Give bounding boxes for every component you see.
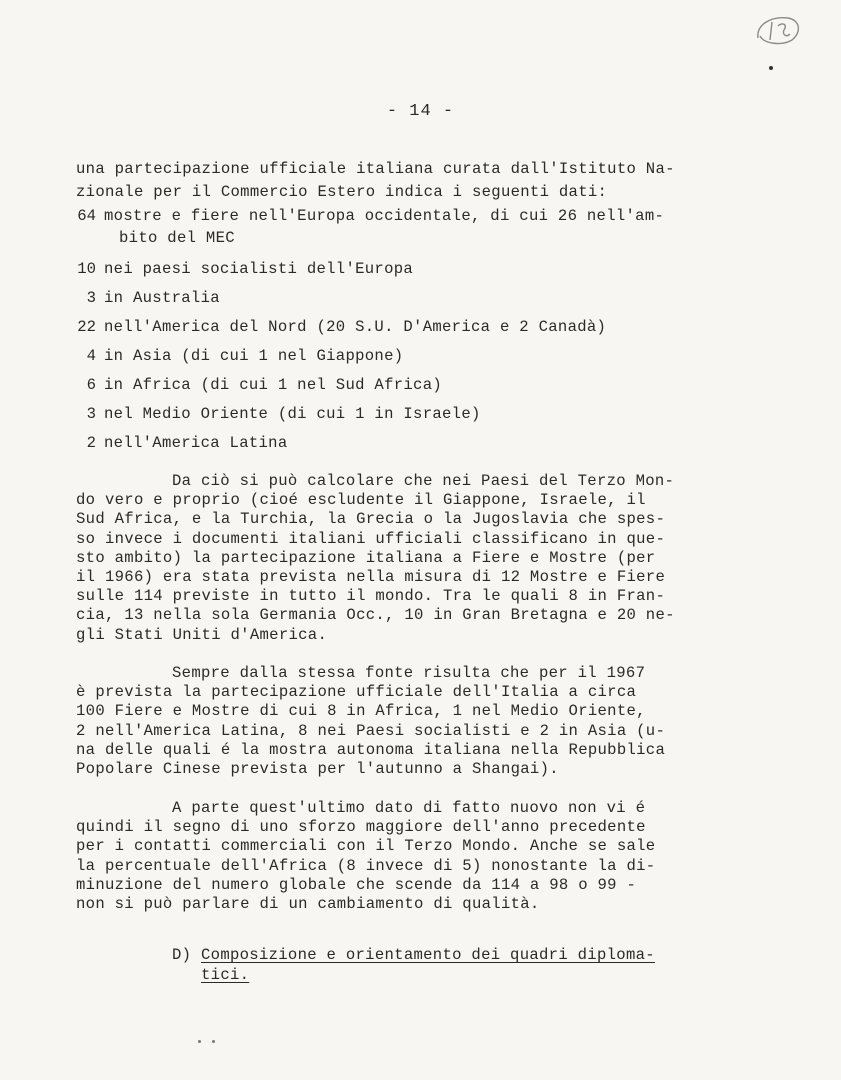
speck	[769, 66, 773, 70]
paragraph-line: è prevista la partecipazione ufficiale dell'Italia a circa	[76, 683, 637, 702]
paragraph-line: quindi il segno di uno sforzo maggiore dell'anno precedente	[76, 818, 646, 837]
list-number: 22	[77, 318, 96, 336]
paragraph-line: A parte quest'ultimo dato di fatto nuovo non vi é	[172, 799, 646, 817]
list-item-text: mostre e fiere nell'Europa occidentale, di cui 26 nell'am-	[104, 207, 665, 225]
handwritten-page-mark	[752, 12, 806, 48]
list-item-text: in Australia	[104, 289, 220, 307]
paragraph-line: 100 Fiere e Mostre di cui 8 in Africa, 1 nel Medio Oriente,	[76, 702, 646, 721]
paragraph-line: minuzione del numero globale che scende da 114 a 98 o 99 -	[76, 875, 637, 894]
paragraph-line: Popolare Cinese prevista per l'autunno a Shangai).	[76, 760, 559, 778]
paragraph-line: Sud Africa, e la Turchia, la Grecia o la Jugoslavia che spes-	[76, 510, 666, 529]
speck	[198, 1040, 201, 1043]
paragraph-line: non si può parlare di un cambiamento di qualità.	[76, 895, 540, 913]
section-heading: tici.	[201, 966, 250, 984]
list-item-text: nel Medio Oriente (di cui 1 in Israele)	[104, 405, 481, 423]
paragraph-line: so invece i documenti italiani ufficiali classificano in que-	[76, 529, 666, 548]
list-item-text: bito del MEC	[119, 229, 235, 247]
list-item-text: in Asia (di cui 1 nel Giappone)	[104, 347, 404, 365]
page-number: - 14 -	[386, 102, 455, 121]
list-number: 4	[86, 347, 96, 365]
list-number: 10	[77, 260, 96, 278]
section-label: D)	[172, 946, 192, 964]
list-number: 2	[86, 434, 96, 452]
section-heading: Composizione e orientamento dei quadri diploma-	[201, 946, 655, 964]
list-item-text: in Africa (di cui 1 nel Sud Africa)	[104, 376, 443, 394]
list-item-text: nei paesi socialisti dell'Europa	[104, 260, 414, 278]
list-number: 3	[86, 289, 96, 307]
paragraph-line: il 1966) era stata prevista nella misura di 12 Mostre e Fiere	[76, 568, 666, 586]
paragraph-line: 2 nell'America Latina, 8 nei Paesi socialisti e 2 in Asia (u-	[76, 721, 666, 740]
list-item-text: nell'America del Nord (20 S.U. D'America e 2 Canadà)	[104, 318, 607, 336]
list-number: 3	[86, 405, 96, 423]
paragraph-line: sto ambito) la partecipazione italiana a Fiere e Mostre (per	[76, 548, 656, 567]
paragraph-line: cia, 13 nella sola Germania Occ., 10 in Gran Bretagna e 20 ne-	[76, 606, 675, 625]
paragraph-line: la percentuale dell'Africa (8 invece di 5) nonostante la di-	[76, 856, 656, 875]
list-number: 64	[77, 207, 96, 225]
paragraph-line: Sempre dalla stessa fonte risulta che per il 1967	[172, 664, 646, 682]
list-number: 6	[86, 376, 96, 394]
paragraph-line: per i contatti commerciali con il Terzo Mondo. Anche se sale	[76, 837, 656, 856]
paragraph-line: Da ciò si può calcolare che nei Paesi del Terzo Mon-	[172, 472, 675, 490]
paragraph-line: do vero e proprio (cioé escludente il Giappone, Israele, il	[76, 491, 646, 510]
list-item-text: nell'America Latina	[104, 434, 288, 452]
intro-line: zionale per il Commercio Estero indica i seguenti dati:	[76, 183, 608, 201]
intro-line: una partecipazione ufficiale italiana curata dall'Istituto Na-	[76, 160, 675, 178]
paragraph-line: sulle 114 previste in tutto il mondo. Tra le quali 8 in Fran-	[76, 587, 666, 606]
paragraph-line: na delle quali é la mostra autonoma italiana nella Repubblica	[76, 740, 666, 759]
paragraph-line: gli Stati Uniti d'America.	[76, 625, 328, 644]
speck	[212, 1040, 215, 1043]
